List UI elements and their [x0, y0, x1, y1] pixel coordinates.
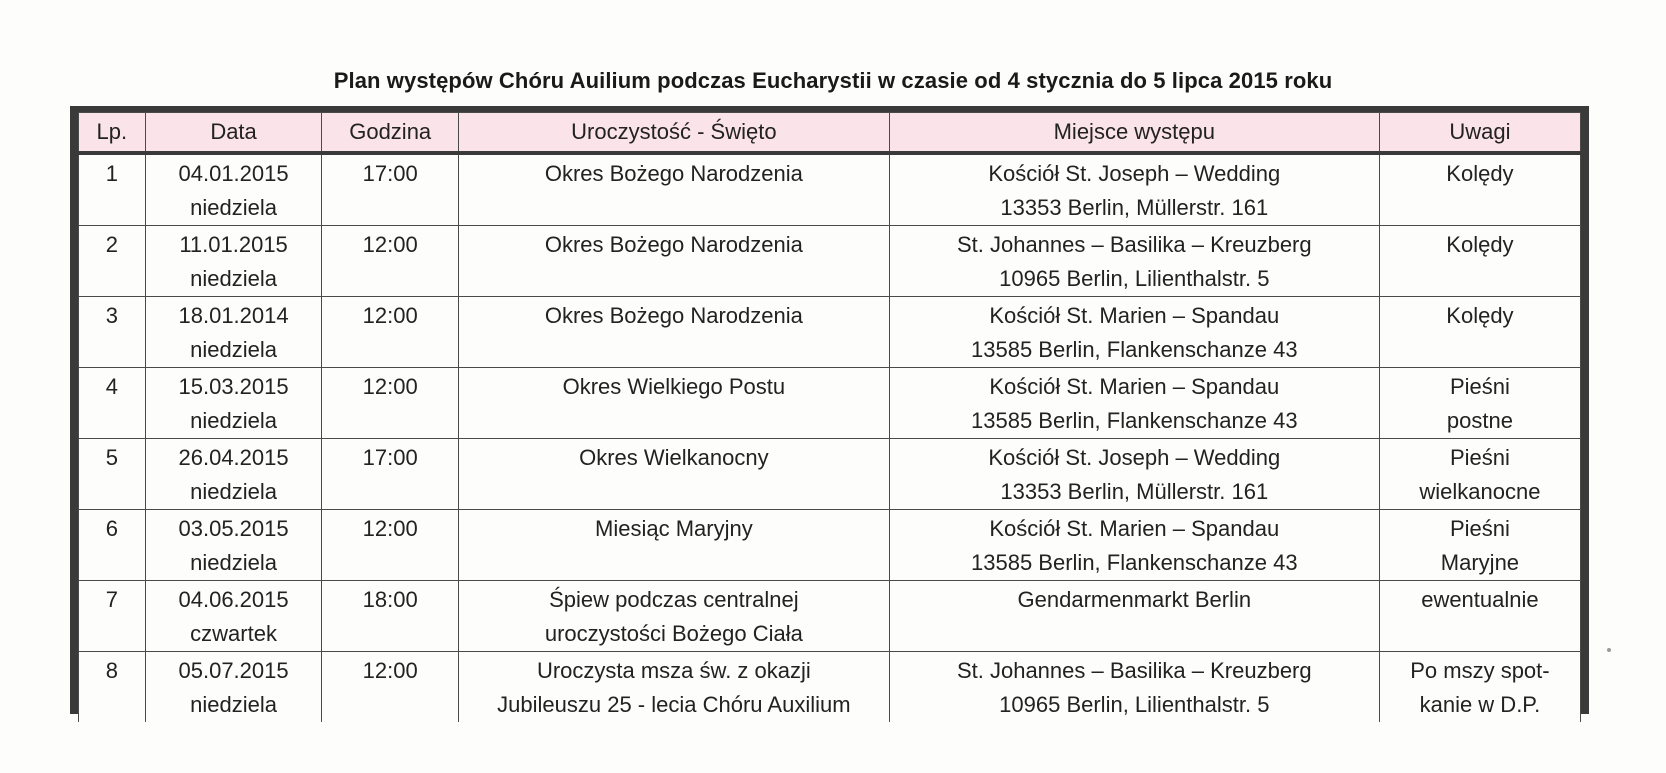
schedule-table	[78, 112, 1581, 722]
place-line-2: 13585 Berlin, Flankenschanze 43	[971, 336, 1298, 362]
cell-date	[145, 367, 322, 438]
document-title: Plan występów Chóru Auilium podczas Eucharystii w czasie od 4 stycznia do 5 lipca 2015 roku	[333, 68, 1333, 93]
header-godzina: Godzina	[322, 113, 459, 153]
cell-place	[889, 296, 1379, 367]
scan-speck	[1607, 648, 1611, 652]
place-line-2: 10965 Berlin, Lilienthalstr. 5	[999, 691, 1270, 717]
cell-event	[458, 651, 889, 722]
day-value: niedziela	[190, 478, 277, 504]
cell-notes	[1379, 509, 1580, 580]
place-line-1: Gendarmenmarkt Berlin	[1017, 586, 1252, 612]
notes-line-1: Pieśni	[1449, 373, 1510, 399]
cell-time: 12:00	[322, 225, 459, 296]
cell-event	[458, 580, 889, 651]
cell-lp: 5	[79, 438, 146, 509]
day-value: niedziela	[190, 336, 277, 362]
cell-notes	[1379, 438, 1580, 509]
place-line-1: Kościół St. Joseph – Wedding	[988, 444, 1281, 470]
day-value: czwartek	[190, 620, 277, 646]
cell-time: 12:00	[322, 651, 459, 722]
notes-line-1: Kolędy	[1446, 160, 1514, 186]
date-value: 26.04.2015	[178, 444, 289, 470]
cell-event	[458, 153, 889, 226]
cell-place	[889, 651, 1379, 722]
notes-line-2: kanie w D.P.	[1419, 691, 1541, 717]
header-uwagi: Uwagi	[1379, 113, 1580, 153]
cell-date	[145, 438, 322, 509]
place-line-1: Kościół St. Marien – Spandau	[989, 515, 1280, 541]
cell-date	[145, 153, 322, 226]
cell-event	[458, 225, 889, 296]
table-row	[79, 580, 1581, 651]
event-line-1: Okres Bożego Narodzenia	[544, 302, 803, 328]
header-lp: Lp.	[79, 113, 146, 153]
cell-lp: 4	[79, 367, 146, 438]
cell-time: 17:00	[322, 438, 459, 509]
cell-date	[145, 580, 322, 651]
cell-notes	[1379, 225, 1580, 296]
event-line-1: Okres Bożego Narodzenia	[544, 160, 803, 186]
cell-time: 12:00	[322, 367, 459, 438]
place-line-1: St. Johannes – Basilika – Kreuzberg	[956, 657, 1312, 683]
table-row	[79, 296, 1581, 367]
header-data: Data	[145, 113, 322, 153]
cell-date	[145, 651, 322, 722]
event-line-2: uroczystości Bożego Ciała	[544, 620, 803, 646]
cell-place	[889, 153, 1379, 226]
place-line-1: Kościół St. Marien – Spandau	[989, 373, 1280, 399]
notes-line-1: Kolędy	[1446, 302, 1514, 328]
cell-event	[458, 438, 889, 509]
cell-time: 12:00	[322, 296, 459, 367]
place-line-2: 10965 Berlin, Lilienthalstr. 5	[999, 265, 1270, 291]
table-row	[79, 225, 1581, 296]
cell-place	[889, 367, 1379, 438]
cell-date	[145, 296, 322, 367]
header-uroczystosc: Uroczystość - Święto	[458, 113, 889, 153]
notes-line-1: ewentualnie	[1421, 586, 1539, 612]
notes-line-2: Maryjne	[1440, 549, 1520, 575]
cell-event	[458, 509, 889, 580]
notes-line-1: Kolędy	[1446, 231, 1514, 257]
date-value: 18.01.2014	[178, 302, 289, 328]
date-value: 05.07.2015	[178, 657, 289, 683]
cell-lp: 6	[79, 509, 146, 580]
cell-place	[889, 225, 1379, 296]
day-value: niedziela	[190, 265, 277, 291]
day-value: niedziela	[190, 549, 277, 575]
event-line-2: Jubileuszu 25 - lecia Chóru Auxilium	[497, 691, 851, 717]
cell-notes	[1379, 367, 1580, 438]
event-line-1: Miesiąc Maryjny	[595, 515, 753, 541]
cell-lp: 1	[79, 153, 146, 226]
place-line-1: Kościół St. Joseph – Wedding	[988, 160, 1281, 186]
event-line-1: Okres Wielkiego Postu	[562, 373, 786, 399]
day-value: niedziela	[190, 407, 277, 433]
cell-time: 12:00	[322, 509, 459, 580]
notes-line-1: Pieśni	[1449, 444, 1510, 470]
place-line-2: 13353 Berlin, Müllerstr. 161	[1000, 478, 1269, 504]
cell-date	[145, 225, 322, 296]
notes-line-2: wielkanocne	[1419, 478, 1541, 504]
cell-lp: 3	[79, 296, 146, 367]
cell-lp: 8	[79, 651, 146, 722]
header-miejsce: Miejsce występu	[889, 113, 1379, 153]
table-header-row	[79, 113, 1581, 153]
cell-time: 18:00	[322, 580, 459, 651]
event-line-1: Uroczysta msza św. z okazji	[536, 657, 811, 683]
notes-line-2: postne	[1446, 407, 1513, 433]
cell-notes	[1379, 580, 1580, 651]
cell-notes	[1379, 296, 1580, 367]
place-line-2: 13585 Berlin, Flankenschanze 43	[971, 549, 1298, 575]
day-value: niedziela	[190, 194, 277, 220]
cell-place	[889, 438, 1379, 509]
place-line-1: Kościół St. Marien – Spandau	[989, 302, 1280, 328]
cell-time: 17:00	[322, 153, 459, 226]
place-line-1: St. Johannes – Basilika – Kreuzberg	[956, 231, 1312, 257]
cell-date	[145, 509, 322, 580]
notes-line-1: Po mszy spot-	[1410, 657, 1550, 683]
table-row	[79, 651, 1581, 722]
date-value: 15.03.2015	[178, 373, 289, 399]
cell-lp: 2	[79, 225, 146, 296]
table-row	[79, 153, 1581, 226]
day-value: niedziela	[190, 691, 277, 717]
event-line-1: Okres Wielkanocny	[579, 444, 769, 470]
date-value: 04.01.2015	[178, 160, 289, 186]
table-row	[79, 367, 1581, 438]
table-row	[79, 438, 1581, 509]
cell-place	[889, 580, 1379, 651]
schedule-table-frame	[70, 106, 1589, 717]
place-line-2: 13585 Berlin, Flankenschanze 43	[971, 407, 1298, 433]
event-line-1: Śpiew podczas centralnej	[549, 586, 799, 612]
date-value: 03.05.2015	[178, 515, 289, 541]
event-line-1: Okres Bożego Narodzenia	[544, 231, 803, 257]
date-value: 04.06.2015	[178, 586, 289, 612]
date-value: 11.01.2015	[179, 231, 288, 257]
table-row	[79, 509, 1581, 580]
cell-event	[458, 367, 889, 438]
cell-lp: 7	[79, 580, 146, 651]
cell-notes	[1379, 153, 1580, 226]
cell-event	[458, 296, 889, 367]
notes-line-1: Pieśni	[1449, 515, 1510, 541]
cell-notes	[1379, 651, 1580, 722]
place-line-2: 13353 Berlin, Müllerstr. 161	[1000, 194, 1269, 220]
cell-place	[889, 509, 1379, 580]
